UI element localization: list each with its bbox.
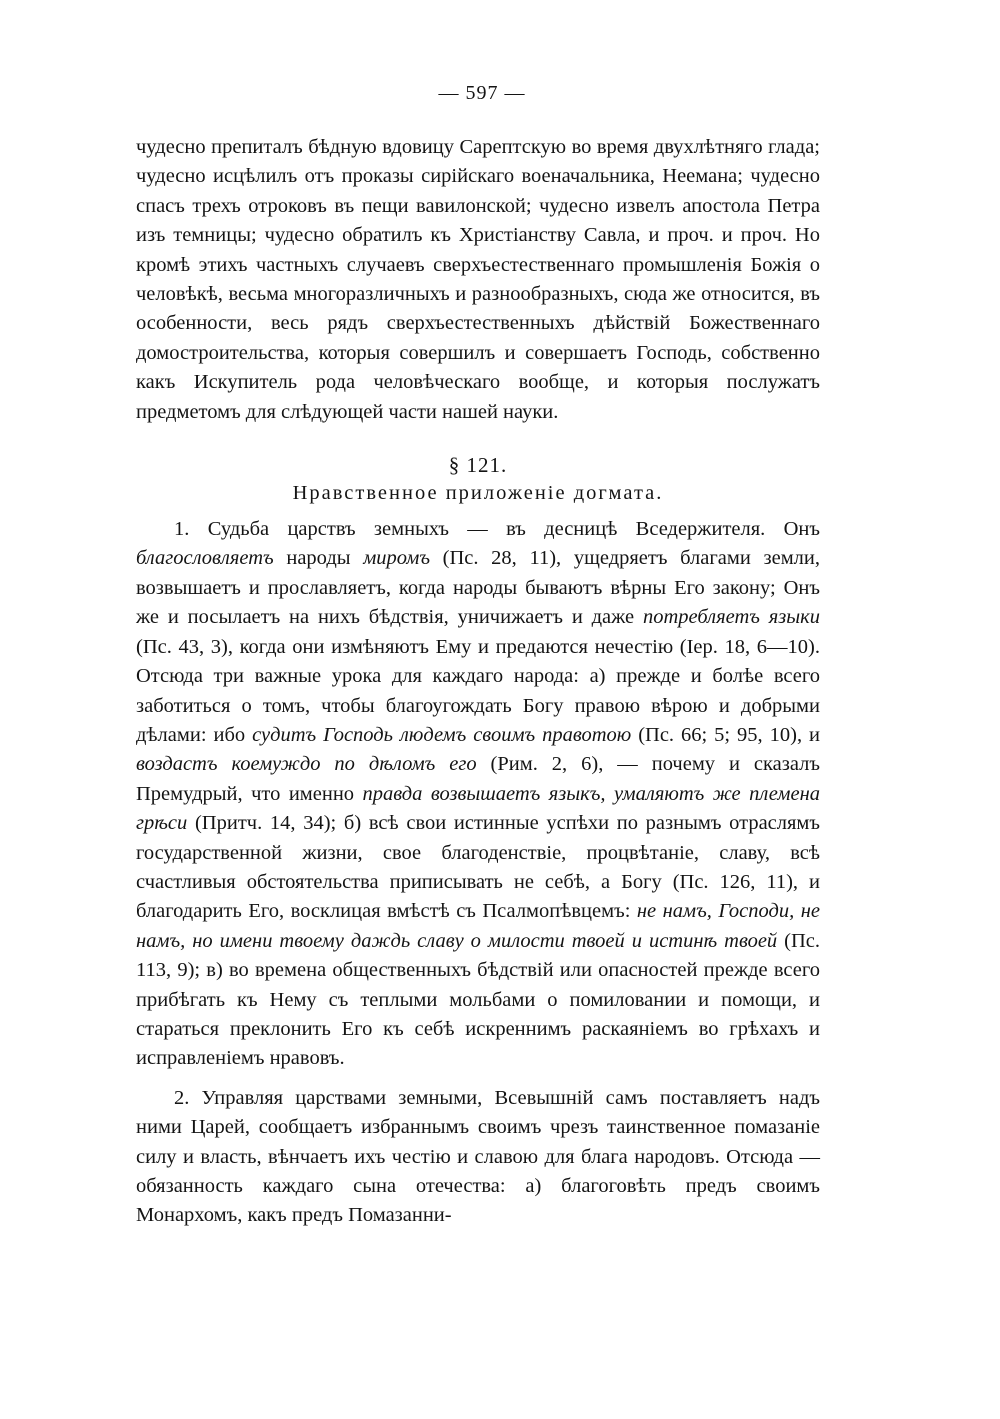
- italic-quote: судитъ Господь людемъ своимъ правотою: [252, 723, 632, 746]
- paragraph-2: 2. Управляя царствами земными, Всевышній самъ поставляетъ надъ ними Царей, сообщаетъ избраннымъ своимъ чрезъ таинственное помазаніе силу и власть, вѣнчаетъ ихъ честію и славою для блага народовъ. Отсюда — обязанность каждаго сына отечества: а) благоговѣть предъ своимъ Монархомъ, какъ предъ Помазанни-: [136, 1086, 820, 1227]
- italic-quote: потребляетъ языки: [642, 606, 820, 629]
- text-run: (Пс. 113, 9); в) во времена общественныхъ бѣдствій или опасностей прежде всего прибѣгать къ Нему съ теплыми мольбами о помиловании и помощи, и стараться преклонить Его къ себѣ искреннимъ раскаяніемъ во грѣхахъ и исправленіемъ нравовъ.: [136, 929, 820, 1070]
- italic-quote: миромъ: [363, 547, 430, 570]
- page-number: — 597 —: [438, 82, 526, 104]
- italic-quote: не намъ, Господи, не намъ, но имени твоему даждь славу о милости твоей и истинѣ твоей: [136, 900, 820, 952]
- paragraph-1: [136, 515, 820, 1074]
- text-run: (Пс. 28, 11), ущедряетъ благами земли, возвышаетъ и прославляетъ, когда народы бываютъ вѣрны Его закону; Онъ же и посылаетъ на нихъ бѣдствія, уничижаетъ и даже: [136, 547, 821, 629]
- section-number: § 121.: [448, 453, 508, 478]
- text-run: 1. Судьба царствъ земныхъ — въ десницѣ Вседержителя. Онъ: [174, 518, 820, 541]
- text-run: (Пс. 43, 3), когда они измѣняютъ Ему и предаются нечестію (Іер. 18, 6—10). Отсюда три важные урока для каждаго народа: а) прежде и болѣе всего заботиться о томъ, чтобы благоугождать Богу правою вѣрою и добрыми дѣлами: ибо: [136, 635, 820, 746]
- text-run: народы: [273, 547, 364, 570]
- text-run: (Притч. 14, 34); б) всѣ свои истинные успѣхи по разнымъ отраслямъ государственной жизни, свое благоденствіе, процвѣтаніе, славу, всѣ счастливыя обстоятельства приписывать не себѣ, а Богу (Пс. 126, 11), и благодарить Его, восклицая вмѣстѣ съ Псалмопѣвцемъ:: [136, 812, 820, 923]
- text-run: (Рим. 2, 6), — почему и сказалъ Премудрый, что именно: [136, 753, 820, 805]
- italic-quote: правда возвышаетъ языкъ, умаляютъ же племена грѣси: [136, 782, 820, 835]
- italic-quote: благословляетъ: [136, 547, 274, 570]
- intro-paragraph: чудесно препиталъ бѣдную вдовицу Сарептскую во время двухлѣтняго глада; чудесно исцѣлилъ отъ проказы сирійскаго военачальника, Неемана; чудесно спасъ трехъ отроковъ въ пещи вавилонской; чудесно извелъ апостола Петра изъ темницы; чудесно обратилъ къ Христіанству Савла, и проч. и проч. Но кромѣ этихъ частныхъ случаевъ сверхъестественнаго промышленія Божія о человѣкѣ, весьма многоразличныхъ и разнообразныхъ, сюда же относится, въ особенности, весь рядъ сверхъестественныхъ дѣйствій Божественнаго домостроительства, которыя совершилъ и совершаетъ Господь, собственно какъ Искупитель рода человѣческаго вообще, и которыя послужатъ предметомъ для слѣдующей части нашей науки.: [136, 136, 820, 423]
- text-run: (Пс. 66; 5; 95, 10), и: [631, 723, 820, 746]
- section-title: Нравственное приложеніе догмата.: [292, 482, 664, 505]
- italic-quote: воздастъ коемуждо по дѣломъ его: [136, 753, 477, 776]
